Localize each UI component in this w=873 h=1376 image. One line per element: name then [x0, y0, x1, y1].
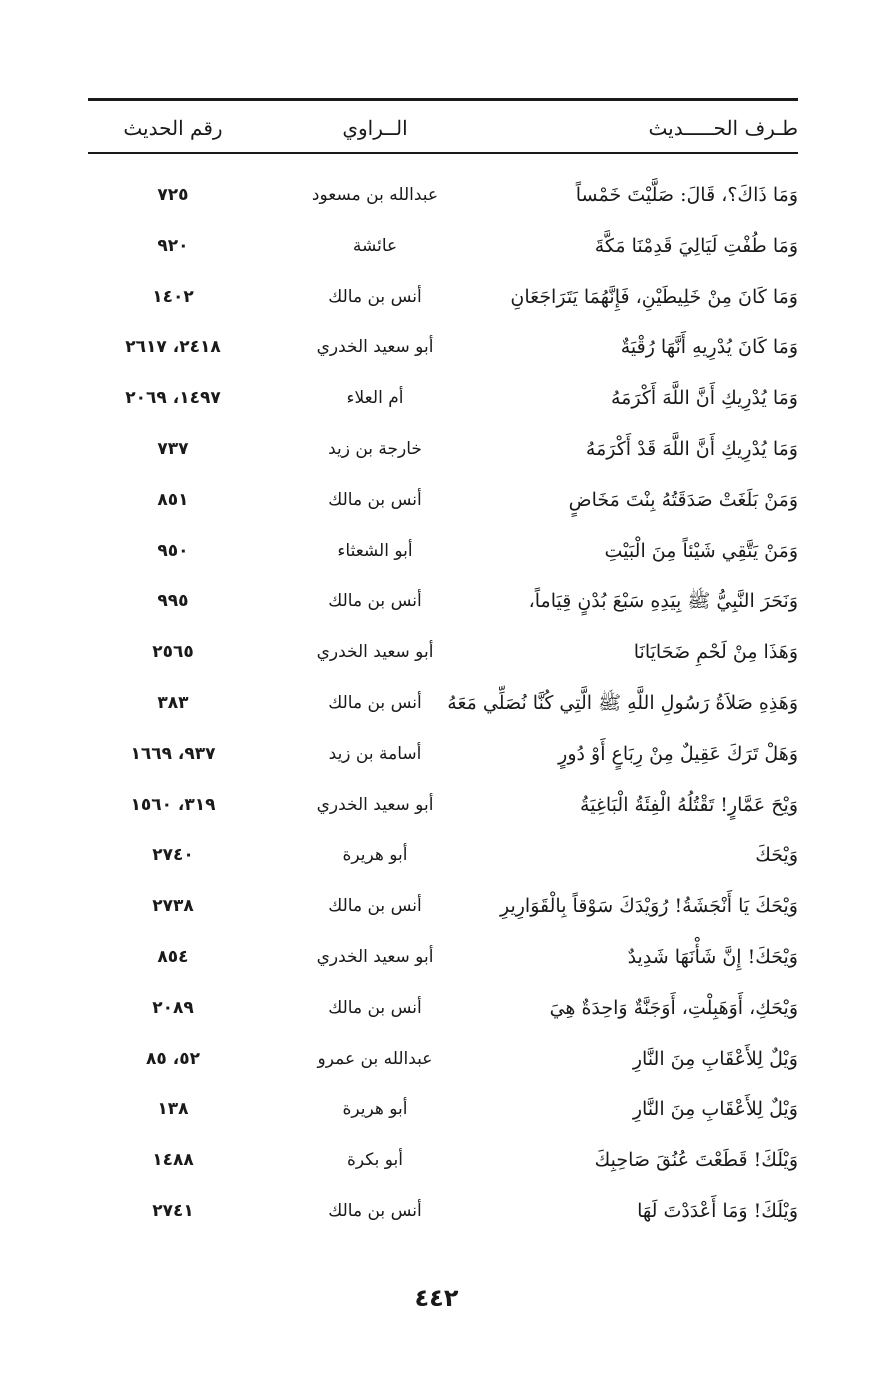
hadith-number: ٥٢، ٨٥ [146, 1048, 200, 1069]
narrator: أنس بن مالك [328, 997, 422, 1018]
hadith-number: ٢٧٤٠ [152, 845, 194, 866]
table-row [88, 729, 798, 780]
table-row [88, 272, 798, 323]
hadith-opening: وَمَا كَانَ مِنْ خَلِيطَيْنِ، فَإِنَّهُمَا يَتَرَاجَعَانِ [510, 285, 798, 308]
hadith-number: ٧٢٥ [157, 185, 189, 205]
header-hadith-number: رقم الحديث [123, 116, 223, 140]
table-row [88, 932, 798, 983]
narrator: أنس بن مالك [328, 489, 422, 510]
narrator: أبو سعيد الخدري [316, 794, 434, 815]
hadith-opening: وَنَحَرَ النَّبِيُّ ﷺ بِيَدِهِ سَبْعَ بُدْنٍ قِيَاماً، [528, 590, 798, 613]
table-row [88, 1186, 798, 1237]
page-number: ٤٤٢ [414, 1284, 459, 1312]
hadith-opening: وَمَا يُدْرِيكِ أَنَّ اللَّهَ أَكْرَمَهُ [611, 387, 798, 410]
hadith-opening: وَهَلْ تَرَكَ عَقِيلٌ مِنْ رِبَاعٍ أَوْ دُورٍ [558, 742, 798, 765]
hadith-number: ٩٣٧، ١٦٦٩ [130, 743, 216, 764]
table-row [88, 424, 798, 475]
hadith-opening: وَيْحَكَ! إِنَّ شَأْنَهَا شَدِيدٌ [627, 945, 798, 968]
hadith-number: ١٤٩٧، ٢٠٦٩ [125, 388, 221, 409]
hadith-number: ٢٥٦٥ [152, 642, 194, 663]
hadith-number: ١٤٠٢ [152, 286, 194, 307]
header-narrator: الــراوي [342, 116, 408, 140]
hadith-opening: وَيْحَكَ يَا أَنْجَشَةُ! رُوَيْدَكَ سَوْقاً بِالْقَوَارِيرِ [499, 895, 798, 918]
narrator: أنس بن مالك [328, 286, 422, 307]
narrator: أنس بن مالك [328, 692, 422, 713]
table-top-rule [88, 98, 798, 101]
table-header [88, 108, 798, 148]
hadith-opening: وَهَذِهِ صَلاَةُ رَسُولِ اللَّهِ ﷺ الَّتِي كُنَّا نُصَلِّي مَعَهُ [447, 691, 798, 714]
table-row [88, 780, 798, 831]
hadith-number: ١٤٨٨ [152, 1150, 194, 1171]
hadith-opening: وَيْلَكَ! وَمَا أَعْدَدْتَ لَهَا [637, 1199, 798, 1222]
table-row [88, 1084, 798, 1135]
table-row [88, 576, 798, 627]
hadith-opening: وَهَذَا مِنْ لَحْمِ ضَحَايَانَا [633, 641, 798, 664]
hadith-number: ٢٤١٨، ٢٦١٧ [125, 337, 221, 358]
hadith-opening: وَمَا يُدْرِيكِ أَنَّ اللَّهَ قَدْ أَكْرَمَهُ [585, 437, 798, 460]
table-row [88, 1034, 798, 1085]
hadith-index-table [88, 170, 798, 1237]
hadith-number: ٢٧٣٨ [152, 896, 194, 917]
hadith-opening: وَمَا كَانَ يُدْرِيهِ أَنَّهَا رُقْيَةٌ [620, 336, 798, 359]
table-row [88, 221, 798, 272]
narrator: أنس بن مالك [328, 591, 422, 612]
hadith-opening: وَيْحَكَ [755, 844, 798, 867]
narrator: عبدالله بن مسعود [311, 185, 439, 205]
table-row [88, 881, 798, 932]
hadith-opening: وَمَا طُفْتِ لَيَالِيَ قَدِمْنَا مَكَّةَ [594, 234, 798, 257]
table-row [88, 526, 798, 577]
narrator: أنس بن مالك [328, 896, 422, 917]
narrator: أنس بن مالك [328, 1200, 422, 1221]
table-header-rule [88, 152, 798, 154]
hadith-opening: وَمَنْ بَلَغَتْ صَدَقَتُهُ بِنْتَ مَخَاضٍ [568, 488, 798, 511]
table-row [88, 1135, 798, 1186]
table-row [88, 373, 798, 424]
table-row [88, 475, 798, 526]
hadith-number: ٧٣٧ [157, 438, 189, 459]
hadith-number: ٣١٩، ١٥٦٠ [130, 794, 216, 815]
hadith-number: ٨٥١ [157, 489, 189, 510]
table-row [88, 830, 798, 881]
narrator: خارجة بن زيد [328, 438, 422, 459]
narrator: أبو الشعثاء [337, 540, 413, 561]
hadith-opening: وَمَا ذَاكَ؟، قَالَ: صَلَّيْتَ خَمْساً [575, 184, 798, 206]
hadith-opening: وَيْلٌ لِلأَعْقَابِ مِنَ النَّارِ [632, 1047, 798, 1070]
table-row [88, 678, 798, 729]
hadith-opening: وَمَنْ يَتَّقِي شَيْئاً مِنَ الْبَيْتِ [604, 539, 798, 562]
hadith-number: ٩٥٠ [157, 540, 189, 561]
hadith-number: ٩٢٠ [157, 235, 189, 256]
narrator: أبو سعيد الخدري [316, 946, 434, 967]
narrator: عبدالله بن عمرو [317, 1048, 433, 1069]
table-row [88, 983, 798, 1034]
table-row [88, 170, 798, 221]
narrator: أبو سعيد الخدري [316, 337, 434, 358]
hadith-number: ٣٨٣ [157, 692, 189, 713]
narrator: أم العلاء [346, 388, 404, 409]
narrator: أبو هريرة [342, 845, 408, 866]
hadith-number: ٢٧٤١ [152, 1200, 194, 1221]
hadith-number: ٨٥٤ [157, 946, 189, 967]
hadith-opening: وَيْلَكَ! قَطَعْتَ عُنُقَ صَاحِبِكَ [594, 1149, 798, 1172]
hadith-opening: وَيْحَكِ، أَوَهَبِلْتِ، أَوَجَنَّةٌ وَاحِدَةٌ هِيَ [549, 996, 798, 1019]
narrator: أبو هريرة [342, 1099, 408, 1120]
hadith-number: ١٣٨ [157, 1099, 189, 1120]
hadith-number: ٢٠٨٩ [152, 997, 194, 1018]
narrator: أبو سعيد الخدري [316, 642, 434, 663]
header-hadith-opening: طـرف الحـــــديث [648, 116, 798, 140]
narrator: عائشة [352, 235, 398, 256]
hadith-number: ٩٩٥ [157, 591, 189, 612]
narrator: أسامة بن زيد [328, 743, 422, 764]
table-row [88, 322, 798, 373]
hadith-opening: وَيْحَ عَمَّارٍ! تَقْتُلُهُ الْفِئَةُ الْبَاغِيَةُ [580, 793, 798, 816]
hadith-opening: وَيْلٌ لِلأَعْقَابِ مِنَ النَّارِ [632, 1098, 798, 1121]
table-row [88, 627, 798, 678]
narrator: أبو بكرة [346, 1150, 404, 1171]
